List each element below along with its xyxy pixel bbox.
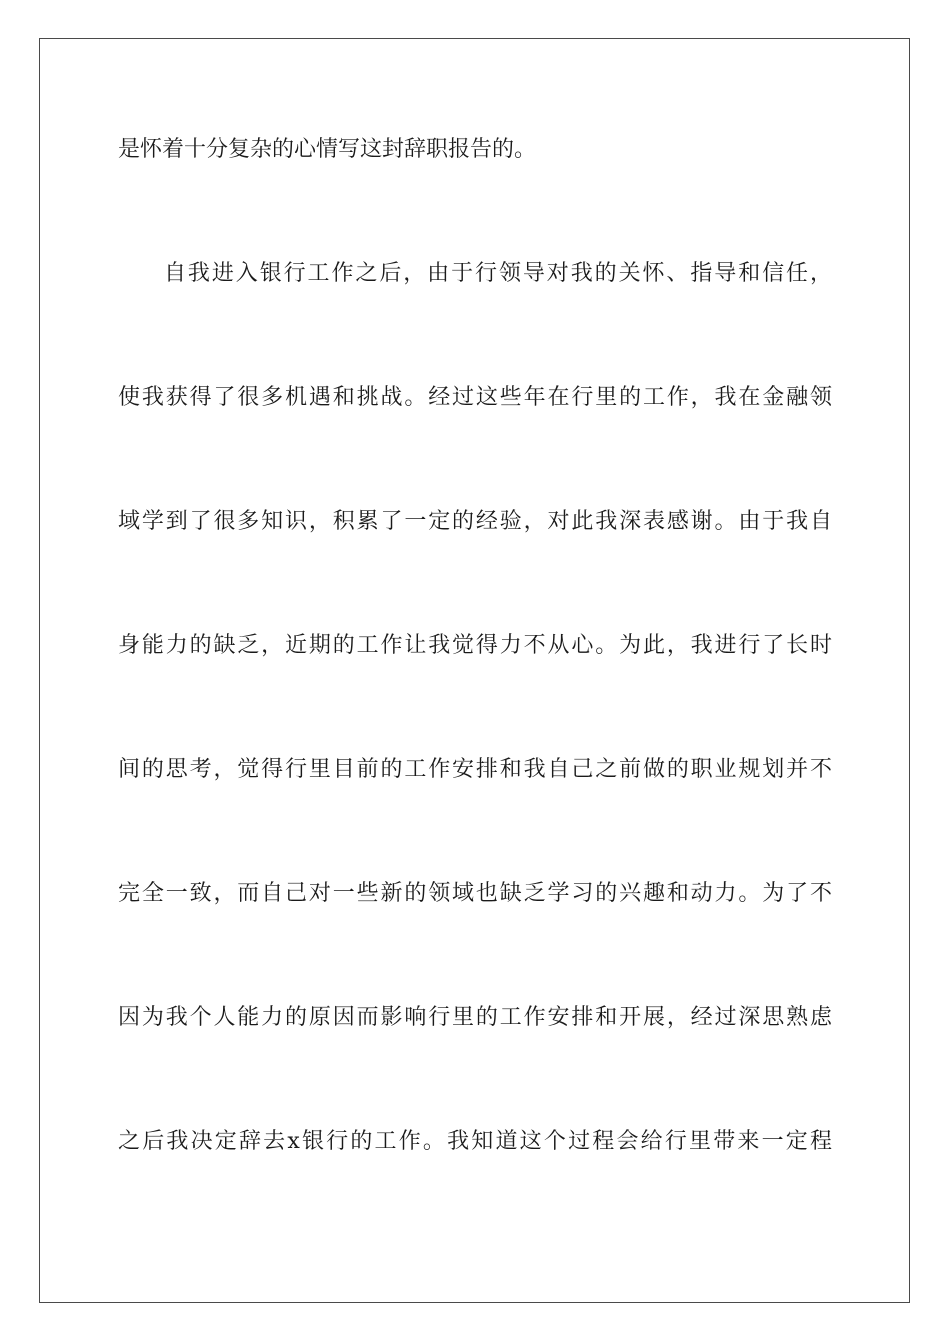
body-text-line: 域学到了很多知识，积累了一定的经验，对此我深表感谢。由于我自 <box>118 509 832 534</box>
body-text-line: 之后我决定辞去x银行的工作。我知道这个过程会给行里带来一定程 <box>118 1129 832 1154</box>
paragraph-first-line: 自我进入银行工作之后，由于行领导对我的关怀、指导和信任， <box>164 261 832 286</box>
body-text-line: 间的思考，觉得行里目前的工作安排和我自己之前做的职业规划并不 <box>118 757 832 782</box>
body-text-line: 因为我个人能力的原因而影响行里的工作安排和开展，经过深思熟虑 <box>118 1005 832 1030</box>
body-text-line: 是怀着十分复杂的心情写这封辞职报告的。 <box>118 137 537 162</box>
body-text-line: 使我获得了很多机遇和挑战。经过这些年在行里的工作，我在金融领 <box>118 385 832 410</box>
body-text-line: 完全一致，而自己对一些新的领域也缺乏学习的兴趣和动力。为了不 <box>118 881 832 906</box>
page-border <box>39 38 910 1303</box>
body-text-line: 身能力的缺乏，近期的工作让我觉得力不从心。为此，我进行了长时 <box>118 633 832 658</box>
